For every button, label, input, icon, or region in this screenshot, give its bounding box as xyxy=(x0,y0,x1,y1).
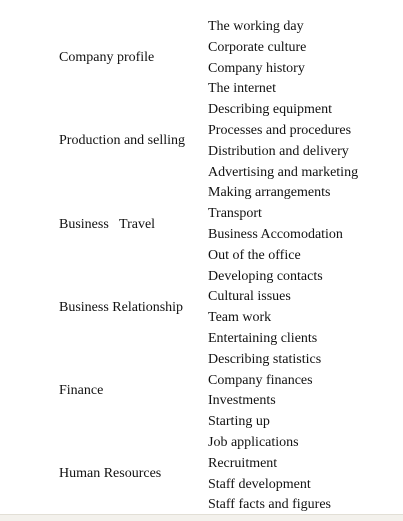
topic-item: Company history xyxy=(208,60,305,76)
topic-list xyxy=(208,267,323,350)
topic-item: Team work xyxy=(208,310,272,326)
topic-item: Cultural issues xyxy=(208,289,291,305)
section-business-relationship xyxy=(0,267,403,350)
topic-item: Starting up xyxy=(208,414,270,430)
syllabus-table xyxy=(0,17,403,516)
topic-item: The internet xyxy=(208,81,277,97)
section-business-travel xyxy=(0,183,403,266)
topic-list xyxy=(208,17,306,100)
topic-item: Describing equipment xyxy=(208,102,333,118)
category-label: Business Relationship xyxy=(59,299,184,315)
category-label: Company profile xyxy=(59,50,155,66)
topic-item: Developing contacts xyxy=(208,268,323,284)
topic-list xyxy=(208,350,321,433)
topic-list xyxy=(208,183,343,266)
section-human-resources xyxy=(0,433,403,516)
category-label: Finance xyxy=(59,382,104,398)
section-finance xyxy=(0,350,403,433)
category-label: Human Resources xyxy=(59,466,162,482)
category-label: Production and selling xyxy=(59,133,185,149)
topic-item: The working day xyxy=(208,19,304,34)
topic-item: Describing statistics xyxy=(208,351,322,367)
topic-item: Company finances xyxy=(208,372,313,388)
topic-list xyxy=(208,100,358,183)
section-company-profile xyxy=(0,17,403,100)
topic-item: Investments xyxy=(208,393,276,409)
topic-item: Entertaining clients xyxy=(208,330,318,346)
topic-list xyxy=(208,433,331,516)
topic-item: Corporate culture xyxy=(208,39,307,55)
topic-item: Recruitment xyxy=(208,455,278,471)
topic-item: Business Accomodation xyxy=(208,226,343,242)
topic-item: Making arrangements xyxy=(208,185,331,201)
topic-item: Staff facts and figures xyxy=(208,497,331,513)
topic-item: Job applications xyxy=(208,434,299,450)
topic-item: Advertising and marketing xyxy=(208,164,359,180)
topic-item: Staff development xyxy=(208,476,311,492)
topic-item: Processes and procedures xyxy=(208,122,352,138)
topic-item: Distribution and delivery xyxy=(208,143,349,159)
topic-item: Transport xyxy=(208,206,262,222)
topic-item: Out of the office xyxy=(208,247,301,263)
category-label: Business Travel xyxy=(59,216,156,232)
section-production-and-selling xyxy=(0,100,403,183)
